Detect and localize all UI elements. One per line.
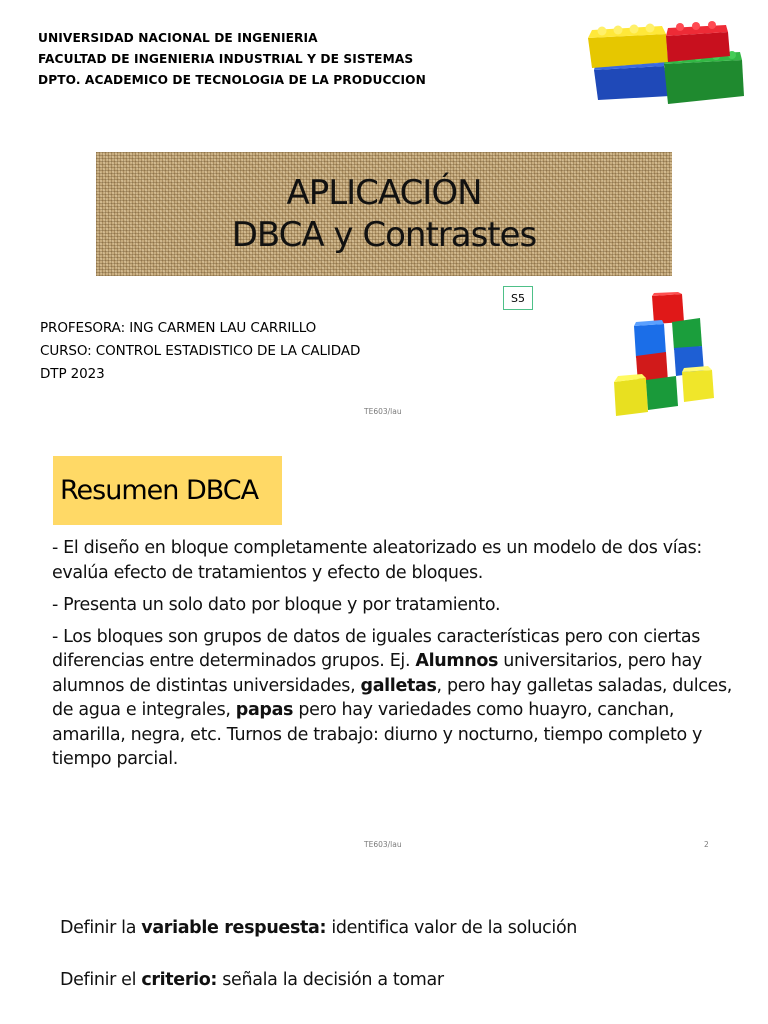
session-tag: S5: [503, 286, 533, 310]
professor-line: PROFESORA: ING CARMEN LAU CARRILLO: [40, 320, 317, 336]
bullet-item-1: [52, 536, 742, 585]
definitions-slide: [0, 860, 768, 1024]
definition-2-term: criterio:: [141, 970, 218, 990]
definition-line-1: [60, 918, 577, 938]
definition-2-prefix: Definir el: [60, 970, 142, 990]
definition-2-text: señala la decisión a tomar: [217, 970, 444, 990]
bullet-item-3: [52, 625, 742, 772]
bullet-1-text: - El diseño en bloque completamente aleatorizado es un modelo de dos vías: evalúa efecto de tratamientos y efecto de bloques.: [52, 538, 702, 583]
bullet-item-2: [52, 593, 742, 618]
bullet-3-text-end: pero hay variedades como huayro, canchan, amarilla, negra, etc. Turnos de trabajo: diurno y nocturno, tiempo completo y tiempo parcial.: [52, 700, 703, 769]
lego-bricks-image: [580, 12, 748, 116]
definition-1-text: identifica valor de la solución: [326, 918, 578, 938]
bullet-2-text: - Presenta un solo dato por bloque y por tratamiento.: [52, 594, 501, 615]
bullet-3-text-mid-1: universitarios, pero hay alumnos de distintas universidades,: [52, 651, 702, 696]
course-line: CURSO: CONTROL ESTADISTICO DE LA CALIDAD: [40, 343, 361, 359]
course-info: [40, 317, 360, 386]
title-line-1: APLICACIÓN: [286, 173, 482, 213]
yellow-brick: [588, 24, 668, 69]
red-brick: [666, 21, 730, 62]
section-title: Resumen DBCA: [60, 475, 259, 506]
term-line: DTP 2023: [40, 366, 105, 382]
title-slide: [0, 0, 768, 430]
summary-slide: [0, 430, 768, 860]
stacked-cubes-image: [612, 292, 718, 422]
definition-line-2: [60, 970, 444, 990]
university-name: UNIVERSIDAD NACIONAL DE INGENIERIA: [38, 31, 318, 45]
definition-1-term: variable respuesta:: [141, 918, 327, 938]
institution-header: [38, 28, 426, 91]
slide1-footer: TE603/lau: [364, 407, 402, 416]
bullet-3-bold-2: galletas: [360, 675, 437, 696]
title-line-2: DBCA y Contrastes: [231, 215, 537, 255]
definition-1-prefix: Definir la: [60, 918, 142, 938]
bullet-list: [52, 536, 742, 779]
slide2-footer: TE603/lau: [364, 840, 402, 849]
bullet-3-text-start: - Los bloques son grupos de datos de iguales características pero con ciertas diferencias entre determinados grupos. Ej.: [52, 626, 701, 671]
bullet-3-bold-3: papas: [235, 700, 294, 720]
page-number: 2: [704, 840, 709, 849]
faculty-name: FACULTAD DE INGENIERIA INDUSTRIAL Y DE SISTEMAS: [38, 52, 414, 66]
section-title-box: [53, 456, 282, 525]
bullet-3-text-mid-2: , pero hay galletas saladas, dulces, de agua e integrales,: [52, 675, 732, 720]
bullet-3-bold-1: Alumnos: [415, 651, 499, 671]
department-name: DPTO. ACADEMICO DE TECNOLOGIA DE LA PRODUCCION: [38, 73, 426, 87]
title-banner: [96, 152, 672, 276]
